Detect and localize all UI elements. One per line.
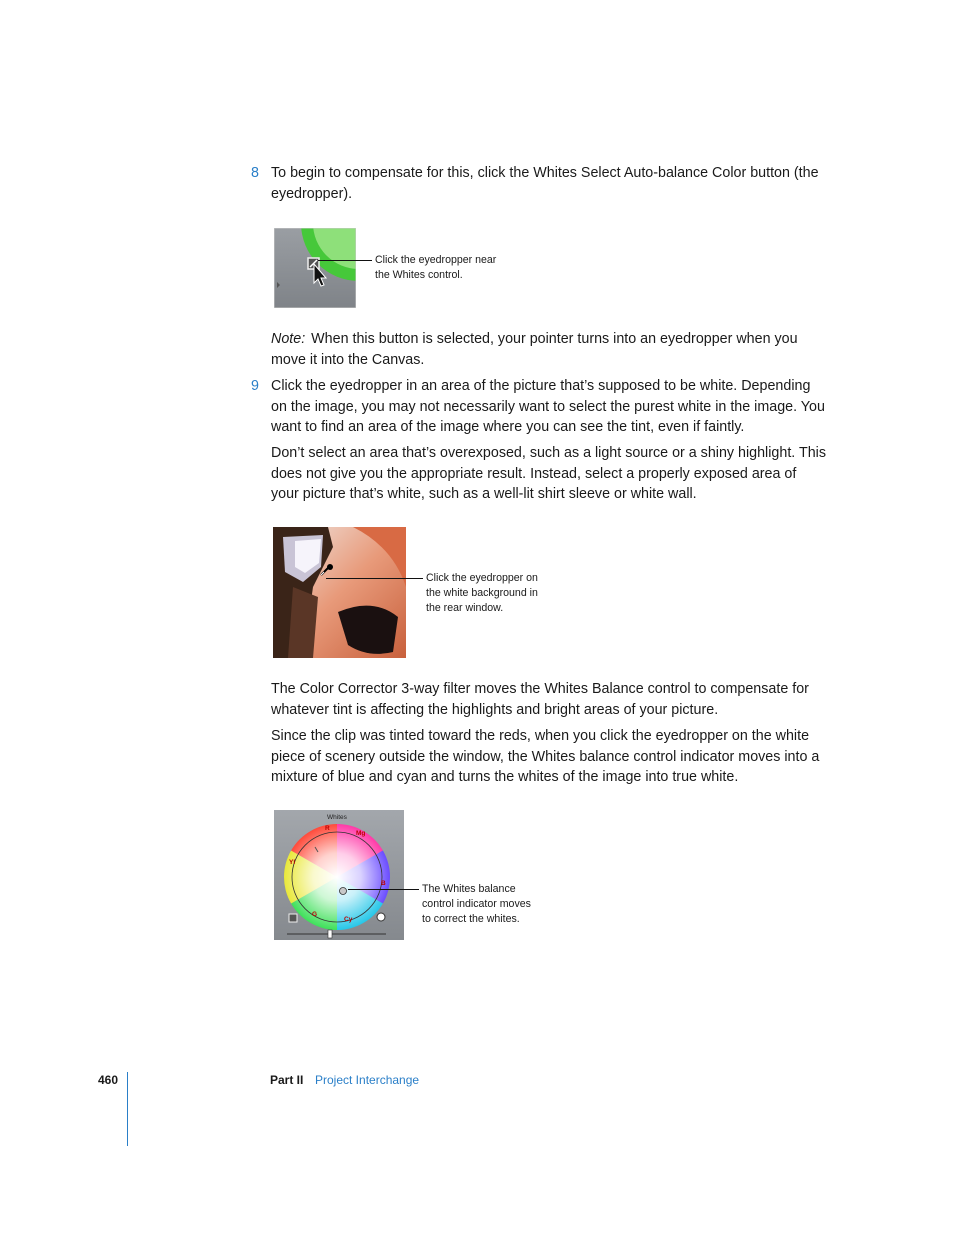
wheel-label-b: B bbox=[381, 880, 386, 887]
wheel-label-r: R bbox=[325, 825, 330, 832]
callout-line: Click the eyedropper near bbox=[375, 254, 497, 266]
note-text: When this button is selected, your pointer turns into an eyedropper when you move it into the Canvas. bbox=[271, 331, 798, 368]
callout-line: Click the eyedropper on bbox=[426, 572, 538, 584]
note-paragraph bbox=[271, 329, 826, 370]
whites-wheel-figure bbox=[274, 810, 404, 940]
page-number: 460 bbox=[98, 1073, 119, 1087]
overexposed-paragraph: Don’t select an area that’s overexposed, such as a light source or a shiny highlight. This does not give you the appropriate result. Instead, select a properly exposed area of your picture that’s white, such as a well-lit shirt sleeve or white wall. bbox=[271, 445, 826, 502]
footer-part: Part II bbox=[270, 1073, 304, 1087]
note-label: Note: bbox=[271, 331, 306, 347]
step-number-9: 9 bbox=[251, 378, 259, 394]
callout-line: The Whites balance bbox=[422, 883, 516, 895]
footer-divider bbox=[127, 1072, 128, 1146]
whites-color-wheel bbox=[274, 810, 404, 940]
callout-line: the Whites control. bbox=[375, 269, 463, 281]
step-number-8: 8 bbox=[251, 165, 259, 181]
eyedropper-button-illustration bbox=[274, 228, 356, 308]
since-clip-paragraph: Since the clip was tinted toward the reds, when you click the eyedropper on the white piece of scenery outside the window, the Whites balance control indicator moves into a mixture of blue and cyan and turns the whites of the image into true white. bbox=[271, 728, 820, 785]
callout-leader-2 bbox=[326, 578, 423, 579]
wheel-label-mg: Mg bbox=[356, 830, 366, 837]
rear-window-photo bbox=[273, 527, 406, 658]
callout-eyedropper-near bbox=[375, 253, 496, 283]
callout-whites-balance bbox=[422, 882, 531, 927]
wheel-title: Whites bbox=[327, 814, 347, 821]
callout-line: the white background in bbox=[426, 587, 538, 599]
wheel-label-cy: Cy bbox=[344, 916, 353, 923]
wheel-label-yl: Yl bbox=[289, 859, 296, 866]
callout-line: to correct the whites. bbox=[422, 913, 520, 925]
callout-rear-window bbox=[426, 571, 538, 616]
wheel-label-g: G bbox=[312, 911, 318, 918]
filter-moves-paragraph: The Color Corrector 3-way filter moves the Whites Balance control to compensate for whatever tint is affecting the highlights and bright areas of your picture. bbox=[271, 681, 809, 718]
rear-window-figure bbox=[273, 527, 406, 658]
callout-line: the rear window. bbox=[426, 602, 504, 614]
step-9-text: Click the eyedropper in an area of the picture that’s supposed to be white. Depending on the image, you may not necessarily want to select the purest white in the image. You want to find an area of the image where you can see the tint, even if faintly. bbox=[271, 378, 825, 435]
eyedropper-button-figure bbox=[274, 228, 356, 308]
callout-leader-1 bbox=[318, 260, 372, 261]
footer-section-link[interactable]: Project Interchange bbox=[315, 1073, 420, 1087]
step-8-text: To begin to compensate for this, click the Whites Select Auto-balance Color button (the eyedropper). bbox=[271, 165, 819, 202]
callout-line: control indicator moves bbox=[422, 898, 531, 910]
callout-leader-3 bbox=[348, 889, 419, 890]
